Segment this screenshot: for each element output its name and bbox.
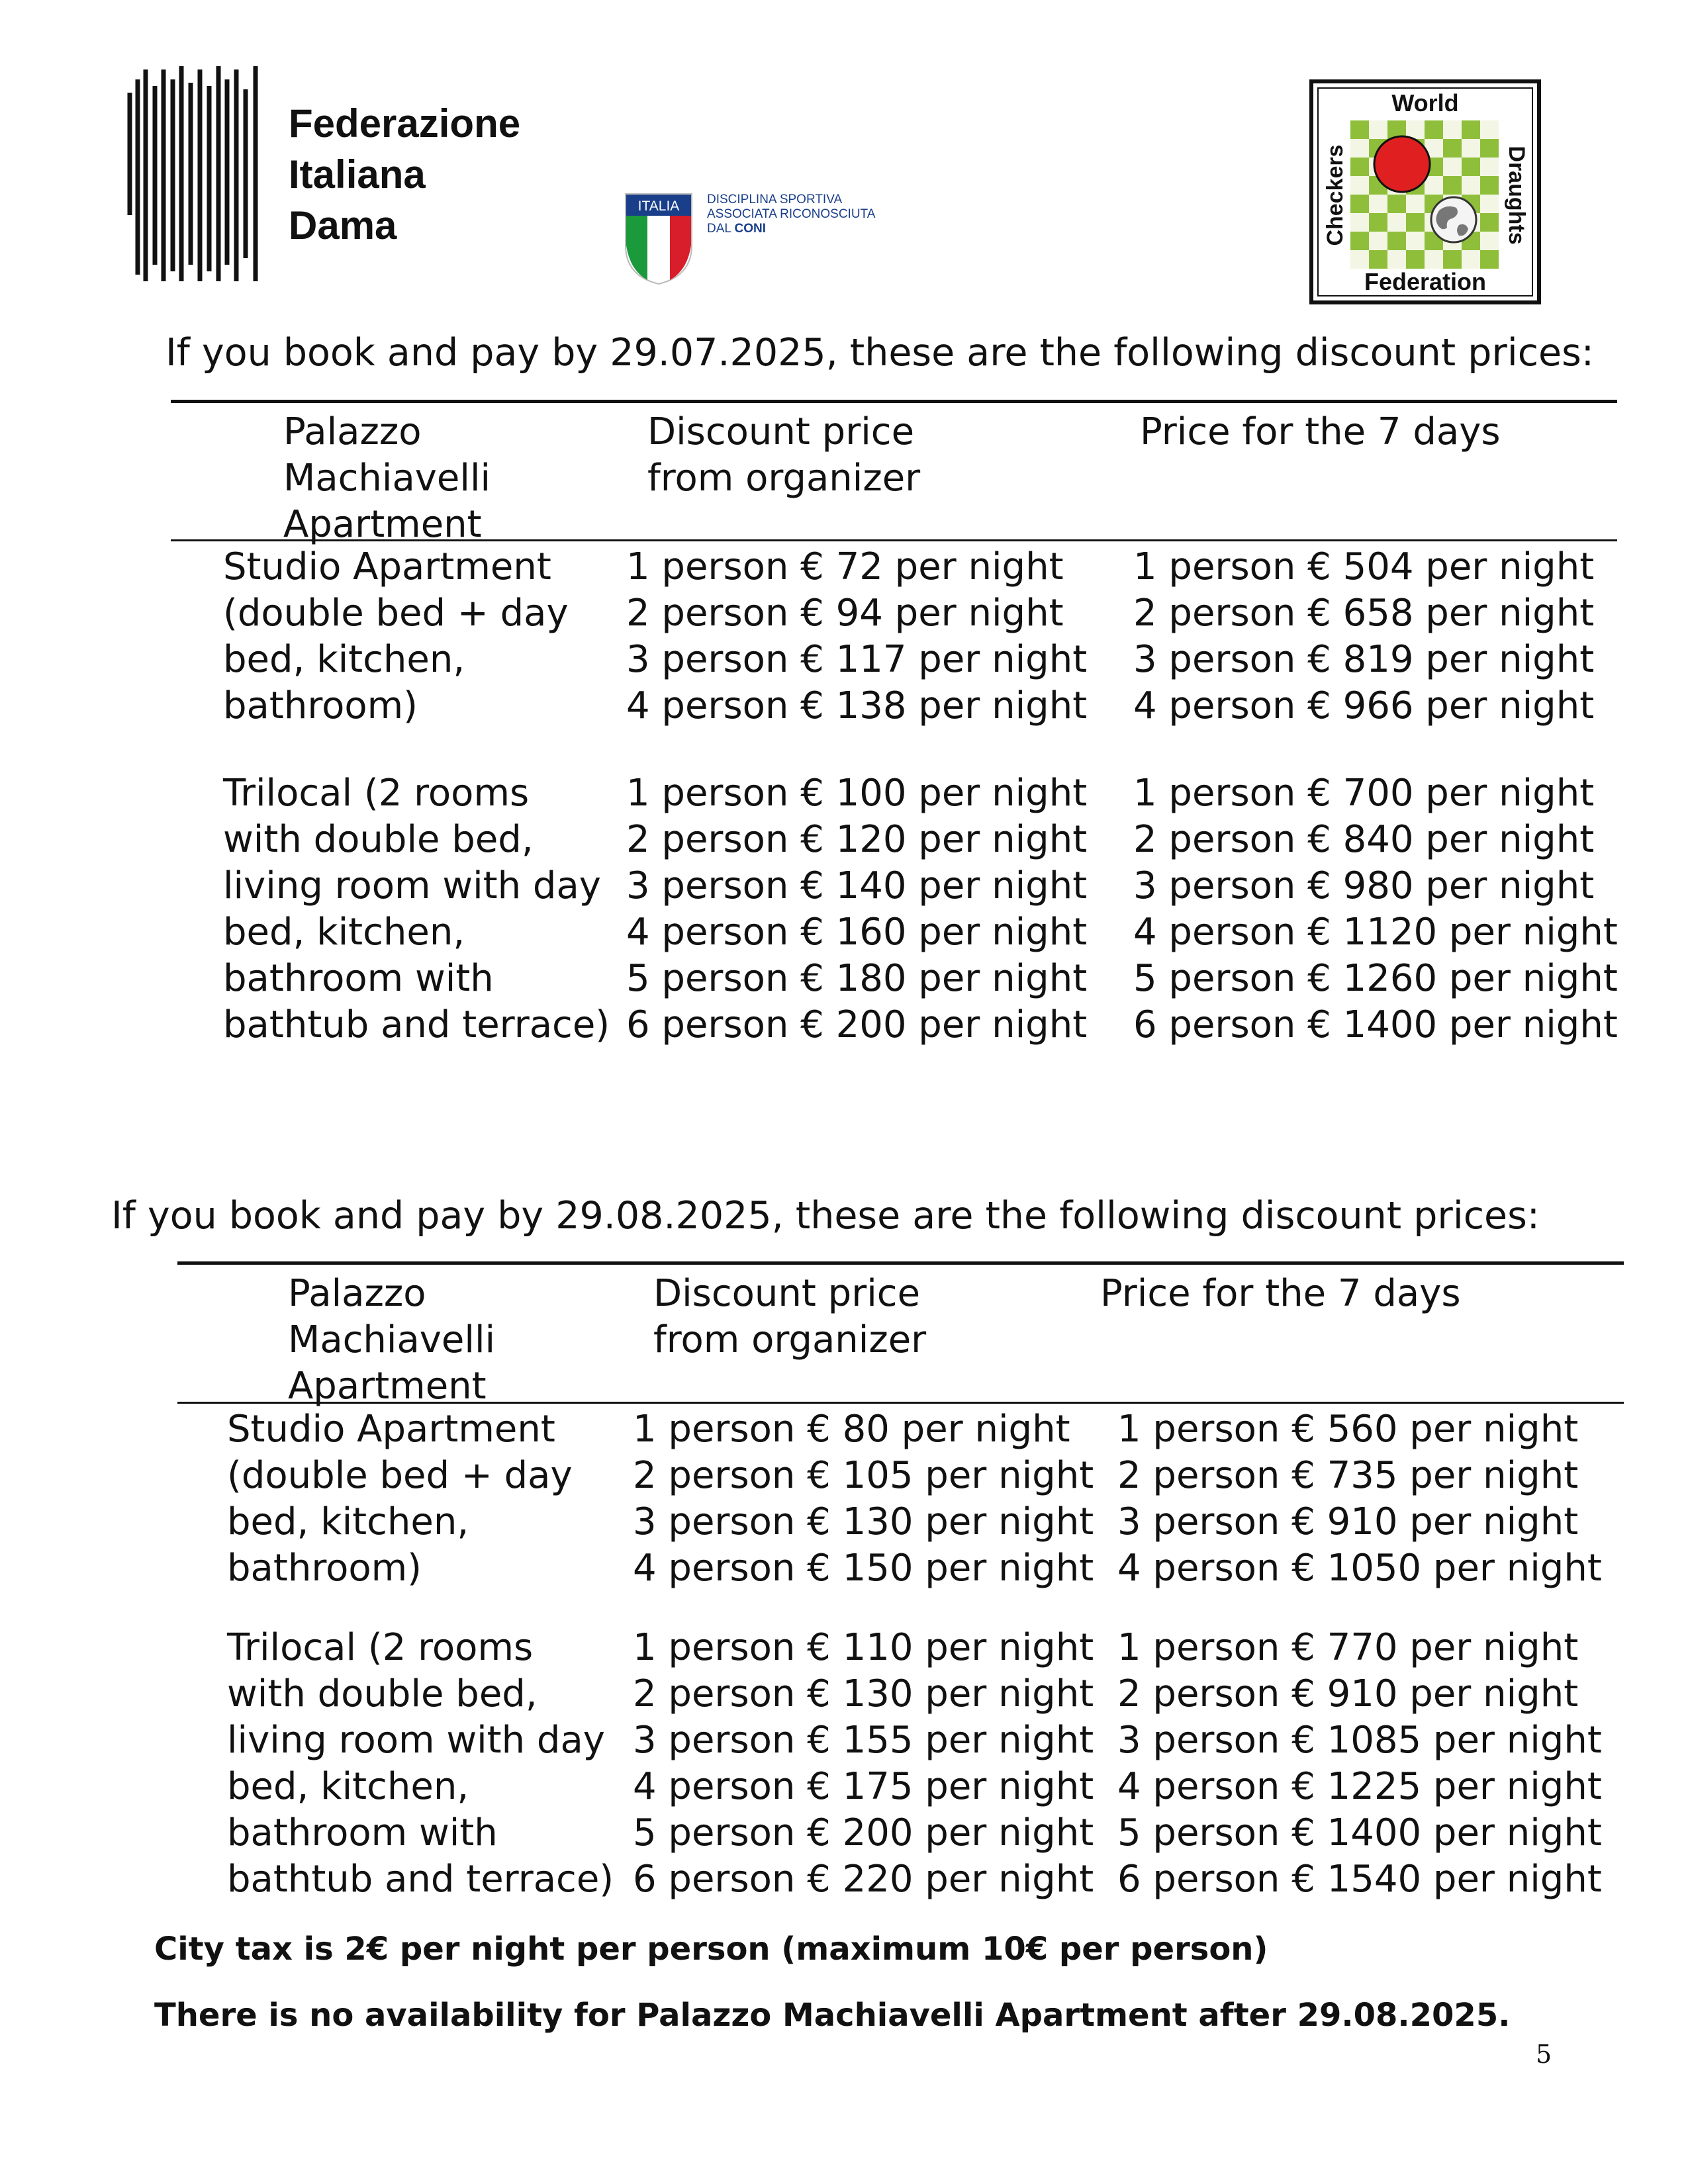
coni-text-line: DISCIPLINA SPORTIVA bbox=[707, 193, 843, 206]
wcdf-top-text: World bbox=[1391, 89, 1459, 116]
table-row-name: Trilocal (2 rooms bbox=[227, 1626, 534, 1669]
price-cell: 6 person € 1540 per night bbox=[1117, 1858, 1602, 1901]
table-row-name: bathroom) bbox=[223, 684, 418, 727]
fid-name-line: Federazione bbox=[289, 101, 521, 146]
section-1-header-rule bbox=[171, 539, 1617, 541]
table-row-name: bed, kitchen, bbox=[223, 638, 465, 681]
section-2-header-discount bbox=[653, 1271, 926, 1363]
price-cell: 3 person € 980 per night bbox=[1133, 864, 1595, 907]
checker-square bbox=[1369, 195, 1387, 213]
price-cell: 2 person € 130 per night bbox=[633, 1672, 1094, 1715]
globe-icon bbox=[1431, 197, 1476, 242]
checker-square bbox=[1443, 120, 1462, 139]
checker-square bbox=[1480, 120, 1499, 139]
table-row-name: Studio Apartment bbox=[223, 545, 551, 588]
header-cell-line: Price for the 7 days bbox=[1140, 410, 1501, 453]
checker-square bbox=[1350, 213, 1369, 232]
wcdf-left-text: Checkers bbox=[1323, 144, 1348, 246]
price-cell: 2 person € 94 per night bbox=[626, 592, 1064, 635]
header-cell-line: Discount price bbox=[653, 1272, 921, 1315]
header-cell-line: Apartment bbox=[283, 503, 482, 546]
price-cell: 2 person € 658 per night bbox=[1133, 592, 1595, 635]
header-cell-line: Palazzo bbox=[283, 410, 422, 453]
section-1-intro: If you book and pay by 29.07.2025, these are the following discount prices: bbox=[165, 331, 1595, 375]
checker-square bbox=[1369, 120, 1387, 139]
price-cell: 2 person € 735 per night bbox=[1117, 1454, 1579, 1497]
checker-square bbox=[1350, 232, 1369, 250]
italia-shield-icon bbox=[622, 191, 695, 285]
checker-square bbox=[1480, 176, 1499, 195]
table-row-name: bathroom with bbox=[227, 1811, 498, 1854]
price-cell: 3 person € 819 per night bbox=[1133, 638, 1595, 681]
checker-square bbox=[1443, 250, 1462, 269]
section-2-week-prices bbox=[1117, 1406, 1602, 1903]
price-cell: 2 person € 840 per night bbox=[1133, 818, 1595, 861]
section-1-discount-prices bbox=[626, 544, 1087, 1048]
wcdf-right-text: Draughts bbox=[1504, 146, 1529, 245]
price-cell: 5 person € 1260 per night bbox=[1133, 957, 1618, 1000]
table-row-name: living room with day bbox=[227, 1719, 605, 1762]
checker-square bbox=[1443, 139, 1462, 158]
header-cell-line: from organizer bbox=[653, 1318, 927, 1361]
table-row-name: Studio Apartment bbox=[227, 1408, 555, 1451]
section-1-header-discount bbox=[647, 409, 920, 502]
checker-square bbox=[1425, 250, 1443, 269]
price-cell: 2 person € 120 per night bbox=[626, 818, 1088, 861]
checker-square bbox=[1480, 139, 1499, 158]
availability-note: There is no availability for Palazzo Machiavelli Apartment after 29.08.2025. bbox=[154, 1997, 1511, 2034]
coni-text bbox=[707, 193, 875, 236]
price-cell: 5 person € 180 per night bbox=[626, 957, 1088, 1000]
checker-square bbox=[1406, 195, 1425, 213]
checker-square bbox=[1406, 250, 1425, 269]
price-cell: 6 person € 200 per night bbox=[626, 1003, 1088, 1046]
price-cell: 1 person € 560 per night bbox=[1117, 1408, 1579, 1451]
checker-square bbox=[1443, 176, 1462, 195]
header-cell-line: Machiavelli bbox=[288, 1318, 496, 1361]
price-cell: 6 person € 1400 per night bbox=[1133, 1003, 1618, 1046]
price-cell: 1 person € 770 per night bbox=[1117, 1626, 1579, 1669]
section-2-header-week bbox=[1100, 1271, 1461, 1317]
wcdf-logo bbox=[1309, 79, 1541, 304]
header-cell-line: Palazzo bbox=[288, 1272, 426, 1315]
table-row-name: bathroom with bbox=[223, 957, 494, 1000]
price-cell: 2 person € 910 per night bbox=[1117, 1672, 1579, 1715]
table-row-name: bathroom) bbox=[227, 1547, 422, 1590]
price-cell: 1 person € 504 per night bbox=[1133, 545, 1595, 588]
price-cell: 4 person € 1225 per night bbox=[1117, 1765, 1602, 1808]
price-cell: 3 person € 155 per night bbox=[633, 1719, 1094, 1762]
checker-square bbox=[1462, 120, 1480, 139]
header-cell-line: from organizer bbox=[647, 457, 921, 500]
table-row-name: with double bed, bbox=[227, 1672, 538, 1715]
fid-name-line: Dama bbox=[289, 203, 397, 248]
section-1-top-rule bbox=[171, 400, 1617, 403]
price-cell: 5 person € 1400 per night bbox=[1117, 1811, 1602, 1854]
price-cell: 4 person € 150 per night bbox=[633, 1547, 1094, 1590]
checker-square bbox=[1462, 176, 1480, 195]
header-cell-line: Discount price bbox=[647, 410, 915, 453]
section-2-header-apartment bbox=[288, 1271, 495, 1410]
price-cell: 3 person € 130 per night bbox=[633, 1500, 1094, 1543]
checker-square bbox=[1369, 232, 1387, 250]
checker-square bbox=[1350, 250, 1369, 269]
checker-square bbox=[1350, 176, 1369, 195]
page-number: 5 bbox=[1536, 2040, 1552, 2069]
checker-square bbox=[1480, 213, 1499, 232]
price-cell: 3 person € 140 per night bbox=[626, 864, 1088, 907]
checker-square bbox=[1480, 232, 1499, 250]
wcdf-bottom-text: Federation bbox=[1364, 268, 1487, 295]
checker-square bbox=[1406, 213, 1425, 232]
checkerboard-icon bbox=[1350, 120, 1499, 269]
price-cell: 2 person € 105 per night bbox=[633, 1454, 1094, 1497]
price-cell: 4 person € 160 per night bbox=[626, 911, 1088, 954]
header-cell-line: Machiavelli bbox=[283, 457, 491, 500]
section-1-header-week bbox=[1140, 409, 1501, 455]
checker-square bbox=[1350, 195, 1369, 213]
checker-square bbox=[1350, 139, 1369, 158]
table-row-name: bed, kitchen, bbox=[223, 911, 465, 954]
coni-text-line: ASSOCIATA RICONOSCIUTA bbox=[707, 207, 876, 221]
section-1-apartment-names bbox=[223, 544, 610, 1048]
checker-square bbox=[1462, 158, 1480, 176]
section-2-top-rule bbox=[177, 1261, 1624, 1265]
checker-square bbox=[1350, 120, 1369, 139]
checker-square bbox=[1350, 158, 1369, 176]
table-row-name: bathtub and terrace) bbox=[223, 1003, 610, 1046]
price-cell: 6 person € 220 per night bbox=[633, 1858, 1094, 1901]
fid-name bbox=[289, 98, 520, 251]
section-2-discount-prices bbox=[633, 1406, 1094, 1903]
table-row-name: bed, kitchen, bbox=[227, 1500, 469, 1543]
checker-square bbox=[1443, 158, 1462, 176]
section-2-intro: If you book and pay by 29.08.2025, these are the following discount prices: bbox=[111, 1194, 1540, 1238]
checker-square bbox=[1480, 158, 1499, 176]
price-cell: 1 person € 72 per night bbox=[626, 545, 1064, 588]
price-cell: 1 person € 110 per night bbox=[633, 1626, 1094, 1669]
coni-text-line: DAL CONI bbox=[707, 222, 767, 236]
table-row-name: with double bed, bbox=[223, 818, 534, 861]
checker-square bbox=[1387, 232, 1406, 250]
header-cell-line: Apartment bbox=[288, 1365, 487, 1408]
price-cell: 1 person € 80 per night bbox=[633, 1408, 1070, 1451]
price-cell: 3 person € 117 per night bbox=[626, 638, 1088, 681]
fid-logo-bars-icon bbox=[126, 66, 265, 285]
checker-square bbox=[1425, 176, 1443, 195]
table-row-name: (double bed + day bbox=[223, 592, 569, 635]
section-2-apartment-names bbox=[227, 1406, 614, 1903]
checker-square bbox=[1425, 120, 1443, 139]
price-cell: 5 person € 200 per night bbox=[633, 1811, 1094, 1854]
price-cell: 3 person € 910 per night bbox=[1117, 1500, 1579, 1543]
city-tax-note: City tax is 2€ per night per person (maximum 10€ per person) bbox=[154, 1931, 1268, 1968]
price-cell: 4 person € 1050 per night bbox=[1117, 1547, 1602, 1590]
checker-square bbox=[1406, 232, 1425, 250]
coni-logo bbox=[622, 189, 900, 288]
price-cell: 4 person € 175 per night bbox=[633, 1765, 1094, 1808]
table-row-name: living room with day bbox=[223, 864, 601, 907]
price-cell: 1 person € 100 per night bbox=[626, 772, 1088, 815]
section-1-week-prices bbox=[1133, 544, 1618, 1048]
checker-square bbox=[1369, 250, 1387, 269]
section-1-header-apartment bbox=[283, 409, 491, 548]
checker-square bbox=[1387, 213, 1406, 232]
checker-square bbox=[1462, 250, 1480, 269]
table-row-name: (double bed + day bbox=[227, 1454, 573, 1497]
coni-badge-text: ITALIA bbox=[637, 199, 680, 214]
price-cell: 4 person € 966 per night bbox=[1133, 684, 1595, 727]
header-cell-line: Price for the 7 days bbox=[1100, 1272, 1461, 1315]
section-2-header-rule bbox=[177, 1402, 1624, 1404]
table-row-name: bed, kitchen, bbox=[227, 1765, 469, 1808]
price-cell: 3 person € 1085 per night bbox=[1117, 1719, 1602, 1762]
price-cell: 1 person € 700 per night bbox=[1133, 772, 1595, 815]
red-checker-piece-icon bbox=[1374, 136, 1430, 192]
checker-square bbox=[1480, 250, 1499, 269]
fid-name-line: Italiana bbox=[289, 152, 426, 197]
checker-square bbox=[1387, 250, 1406, 269]
table-row-name: bathtub and terrace) bbox=[227, 1858, 614, 1901]
price-cell: 4 person € 138 per night bbox=[626, 684, 1088, 727]
price-cell: 4 person € 1120 per night bbox=[1133, 911, 1618, 954]
checker-square bbox=[1369, 213, 1387, 232]
checker-square bbox=[1462, 139, 1480, 158]
checker-square bbox=[1480, 195, 1499, 213]
checker-square bbox=[1387, 195, 1406, 213]
table-row-name: Trilocal (2 rooms bbox=[223, 772, 530, 815]
